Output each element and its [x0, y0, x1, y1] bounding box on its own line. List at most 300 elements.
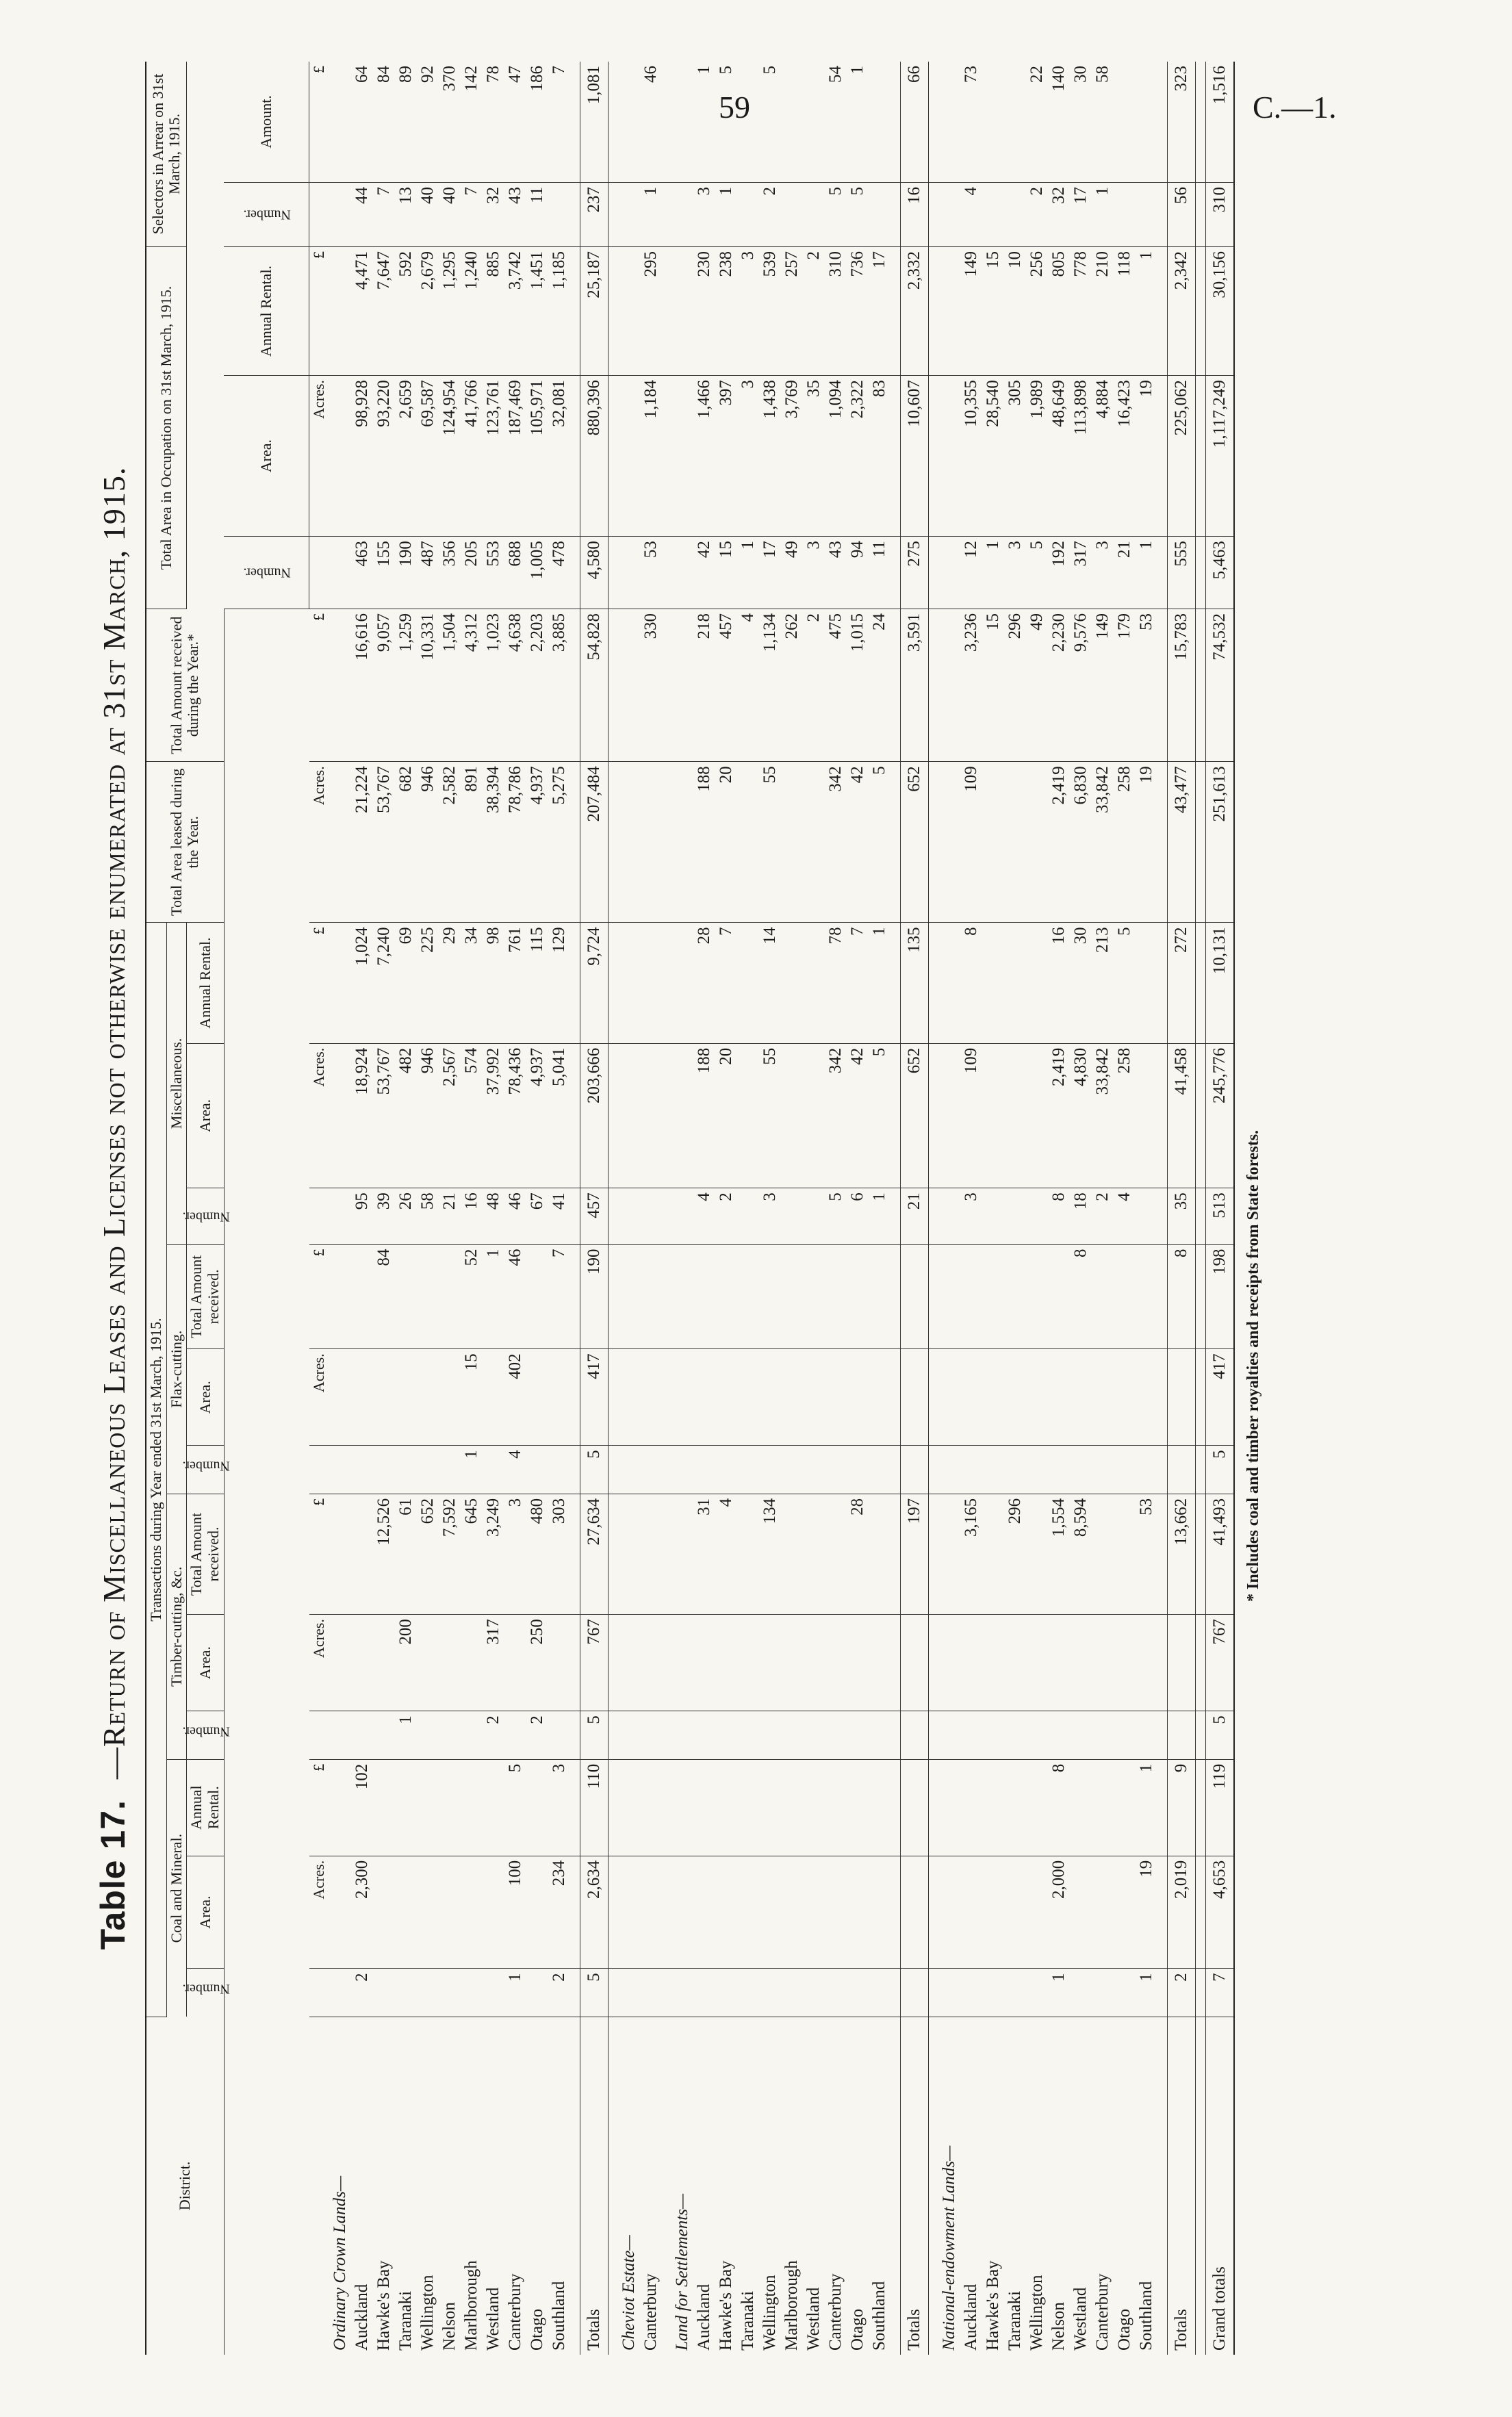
value-cell: 555 [1167, 537, 1195, 609]
value-cell: 2,322 [847, 376, 869, 537]
value-cell: 251,613 [1205, 762, 1234, 923]
value-cell: 4 [1114, 1188, 1136, 1244]
value-cell: 4,937 [526, 762, 548, 923]
value-cell: 9,576 [1070, 609, 1092, 761]
value-cell: 1,451 [526, 246, 548, 375]
value-cell: 40 [417, 182, 439, 246]
value-cell: 16,423 [1114, 376, 1136, 537]
value-cell [693, 1446, 715, 1494]
value-cell: 778 [1070, 246, 1092, 375]
district-cell: Auckland [352, 2284, 371, 2351]
value-cell [373, 1711, 395, 1760]
totals-row [900, 62, 928, 2355]
district-cell: Auckland [961, 2284, 980, 2351]
value-cell [526, 1759, 548, 1856]
value-cell [483, 1446, 504, 1494]
value-cell: 4 [960, 182, 982, 246]
value-cell [1004, 762, 1026, 923]
total-area-leased-header: Total Area leased during the Year. [146, 762, 224, 923]
value-cell: 15 [982, 246, 1004, 375]
value-cell [548, 1446, 570, 1494]
value-cell: 41,458 [1167, 1043, 1195, 1188]
value-cell: 83 [869, 376, 890, 537]
value-cell: 5 [869, 1043, 890, 1188]
value-cell: 1,185 [548, 246, 570, 375]
value-cell [1114, 62, 1136, 182]
value-cell [373, 1446, 395, 1494]
value-cell [461, 1759, 483, 1856]
value-cell: 55 [759, 762, 781, 923]
value-cell: 463 [351, 537, 373, 609]
value-cell [869, 1494, 890, 1614]
value-cell: 21 [439, 1188, 461, 1244]
value-cell: 54,828 [580, 609, 608, 761]
value-cell: 14 [759, 923, 781, 1043]
value-cell [1004, 1244, 1026, 1349]
value-cell: 188 [693, 762, 715, 923]
value-cell [869, 1856, 890, 1969]
value-cell [1167, 1711, 1195, 1760]
value-cell: 2,019 [1167, 1856, 1195, 1969]
value-cell: 203,666 [580, 1043, 608, 1188]
value-cell: 645 [461, 1494, 483, 1614]
value-cell [483, 1856, 504, 1969]
value-cell: 213 [1092, 923, 1114, 1043]
value-cell [1136, 1244, 1157, 1349]
value-cell: 250 [526, 1615, 548, 1711]
district-cell: Totals [580, 2017, 608, 2355]
value-cell [640, 1043, 662, 1188]
value-cell [737, 1446, 759, 1494]
value-cell [439, 1349, 461, 1446]
district-cell: Otago [847, 2308, 867, 2351]
value-cell: 7 [715, 923, 737, 1043]
value-cell [640, 1856, 662, 1969]
value-cell: 18,924 [351, 1043, 373, 1188]
value-cell: 118 [1114, 246, 1136, 375]
district-cell: Marlborough [782, 2260, 801, 2351]
value-cell: 149 [960, 246, 982, 375]
value-cell: 200 [395, 1615, 417, 1711]
totals-row [580, 62, 608, 2355]
value-cell: 4,884 [1092, 376, 1114, 537]
value-cell: 109 [960, 762, 982, 923]
coal-rental-header: Annual Rental. [187, 1759, 224, 1856]
value-cell: 539 [759, 246, 781, 375]
value-cell [693, 1349, 715, 1446]
value-cell [737, 62, 759, 182]
value-cell [395, 1759, 417, 1856]
value-cell [803, 1349, 825, 1446]
value-cell: 2,342 [1167, 246, 1195, 375]
value-cell [1070, 1856, 1092, 1969]
value-cell: 5 [1026, 537, 1048, 609]
value-cell [640, 1244, 662, 1349]
value-cell [693, 1969, 715, 2017]
value-cell [1070, 1711, 1092, 1760]
section-heading: Land for Settlements— [672, 2193, 691, 2351]
value-cell [1004, 1188, 1026, 1244]
value-cell: 15 [461, 1349, 483, 1446]
value-cell [1114, 182, 1136, 246]
value-cell: 3 [1092, 537, 1114, 609]
value-cell [781, 762, 803, 923]
value-cell: 197 [900, 1494, 928, 1614]
district-cell: Canterbury [505, 2273, 524, 2351]
value-cell: 3,249 [483, 1494, 504, 1614]
district-cell: Westland [1071, 2287, 1090, 2351]
value-cell [461, 1615, 483, 1711]
value-cell: 78,786 [504, 762, 526, 923]
value-cell: 1,466 [693, 376, 715, 537]
value-cell [737, 1856, 759, 1969]
value-cell: 84 [373, 1244, 395, 1349]
value-cell [781, 1969, 803, 2017]
value-cell: 1 [395, 1711, 417, 1760]
value-cell: 5 [869, 762, 890, 923]
value-cell [1026, 1759, 1048, 1856]
value-cell: 3,236 [960, 609, 982, 761]
value-cell: 457 [715, 609, 737, 761]
value-cell [1114, 1494, 1136, 1614]
value-cell: 946 [417, 762, 439, 923]
value-cell: 487 [417, 537, 439, 609]
value-cell [982, 762, 1004, 923]
value-cell [1026, 762, 1048, 923]
value-cell [1136, 1043, 1157, 1188]
value-cell: 43 [825, 537, 847, 609]
value-cell [847, 1244, 869, 1349]
timber-number-header: Number. [187, 1711, 224, 1760]
value-cell: 84 [373, 62, 395, 182]
value-cell: 230 [693, 246, 715, 375]
value-cell: 109 [960, 1043, 982, 1188]
value-cell: 323 [1167, 62, 1195, 182]
value-cell: 475 [825, 609, 847, 761]
table-row [483, 62, 504, 2355]
value-cell: 2 [803, 609, 825, 761]
timber-header: Timber-cutting, &c. [166, 1494, 187, 1759]
value-cell: 237 [580, 182, 608, 246]
value-cell: 46 [640, 62, 662, 182]
table-row [548, 62, 570, 2355]
value-cell [1114, 1759, 1136, 1856]
value-cell [759, 1969, 781, 2017]
value-cell [1004, 182, 1026, 246]
value-cell: 4 [504, 1446, 526, 1494]
value-cell [1004, 1759, 1026, 1856]
value-cell [759, 1244, 781, 1349]
value-cell [781, 1615, 803, 1711]
value-cell [960, 1711, 982, 1760]
district-cell: Auckland [694, 2284, 713, 2351]
value-cell: 55 [759, 1043, 781, 1188]
value-cell [982, 1188, 1004, 1244]
value-cell: 22 [1026, 62, 1048, 182]
value-cell [759, 1349, 781, 1446]
value-cell [351, 1446, 373, 1494]
value-cell: 48 [483, 1188, 504, 1244]
section-heading: National-endowment Lands— [939, 2145, 958, 2351]
value-cell [781, 923, 803, 1043]
spacer-row [608, 62, 618, 2355]
value-cell [548, 1615, 570, 1711]
value-cell [715, 1759, 737, 1856]
value-cell: 1 [737, 537, 759, 609]
value-cell: 4 [693, 1188, 715, 1244]
flax-amount-header: Total Amount received. [187, 1244, 224, 1349]
value-cell: 1 [1048, 1969, 1070, 2017]
value-cell: 2,567 [439, 1043, 461, 1188]
value-cell: 16,616 [351, 609, 373, 761]
value-cell [548, 1349, 570, 1446]
value-cell: 53,767 [373, 762, 395, 923]
value-cell: 7,592 [439, 1494, 461, 1614]
value-cell: 34 [461, 923, 483, 1043]
value-cell: 188 [693, 1043, 715, 1188]
value-cell [526, 1244, 548, 1349]
table-row [737, 62, 759, 2355]
value-cell: 805 [1048, 246, 1070, 375]
section-heading-row [938, 62, 960, 2355]
value-cell: 78 [483, 62, 504, 182]
value-cell [1004, 1969, 1026, 2017]
value-cell [1026, 923, 1048, 1043]
value-cell: 761 [504, 923, 526, 1043]
value-cell [737, 1349, 759, 1446]
value-cell: 74,532 [1205, 609, 1234, 761]
value-cell [395, 1349, 417, 1446]
value-cell [781, 1494, 803, 1614]
value-cell: 592 [395, 246, 417, 375]
occupation-rental-header: Annual Rental. [224, 246, 309, 375]
value-cell [640, 1349, 662, 1446]
value-cell [1114, 1969, 1136, 2017]
value-cell: 2,300 [351, 1856, 373, 1969]
value-cell [825, 1969, 847, 2017]
value-cell: 7 [847, 923, 869, 1043]
value-cell: 3,742 [504, 246, 526, 375]
value-cell: 342 [825, 762, 847, 923]
value-cell: 3,165 [960, 1494, 982, 1614]
table-row [715, 62, 737, 2355]
value-cell: 5 [580, 1969, 608, 2017]
value-cell: 67 [526, 1188, 548, 1244]
value-cell [982, 1856, 1004, 1969]
value-cell [417, 1969, 439, 2017]
value-cell [504, 1615, 526, 1711]
value-cell [781, 1043, 803, 1188]
value-cell [1092, 1615, 1114, 1711]
value-cell: 2,000 [1048, 1856, 1070, 1969]
spacer-row [1195, 62, 1205, 2355]
value-cell [781, 62, 803, 182]
value-cell: 317 [483, 1615, 504, 1711]
value-cell [1092, 1856, 1114, 1969]
value-cell: 1 [1092, 182, 1114, 246]
value-cell [781, 1446, 803, 1494]
rotated-table-area [89, 62, 1424, 2355]
value-cell [1114, 1349, 1136, 1446]
value-cell [1136, 1615, 1157, 1711]
value-cell: 3 [759, 1188, 781, 1244]
value-cell [1136, 182, 1157, 246]
value-cell: 1,134 [759, 609, 781, 761]
value-cell [825, 1244, 847, 1349]
value-cell [417, 1711, 439, 1760]
value-cell [1026, 1615, 1048, 1711]
value-cell [1026, 1856, 1048, 1969]
value-cell: 5 [580, 1711, 608, 1760]
value-cell: 7 [373, 182, 395, 246]
value-cell: 370 [439, 62, 461, 182]
value-cell: 78 [825, 923, 847, 1043]
value-cell: 2 [803, 246, 825, 375]
value-cell: 8 [1070, 1244, 1092, 1349]
value-cell [1004, 1349, 1026, 1446]
value-cell: 218 [693, 609, 715, 761]
value-cell [982, 1043, 1004, 1188]
value-cell [1070, 1615, 1092, 1711]
value-cell [439, 1446, 461, 1494]
table-title-text: —Return of Miscellaneous Leases and Licenses not otherwise enumerated at 31st March, 1915. [97, 466, 131, 1780]
value-cell: 1 [869, 923, 890, 1043]
value-cell: 155 [373, 537, 395, 609]
value-cell: 49 [1026, 609, 1048, 761]
value-cell [483, 1349, 504, 1446]
value-cell [715, 1711, 737, 1760]
value-cell: 48,649 [1048, 376, 1070, 537]
value-cell: 11 [526, 182, 548, 246]
value-cell: 402 [504, 1349, 526, 1446]
value-cell: 4,830 [1070, 1043, 1092, 1188]
value-cell [737, 1969, 759, 2017]
value-cell: 4 [737, 609, 759, 761]
value-cell: 272 [1167, 923, 1195, 1043]
value-cell: 9 [1167, 1759, 1195, 1856]
value-cell: 1,259 [395, 609, 417, 761]
value-cell: 5 [847, 182, 869, 246]
value-cell [982, 182, 1004, 246]
value-cell: 56 [1167, 182, 1195, 246]
value-cell [869, 1969, 890, 2017]
value-cell [737, 1188, 759, 1244]
value-cell: 35 [803, 376, 825, 537]
value-cell: 30,156 [1205, 246, 1234, 375]
value-cell: 21,224 [351, 762, 373, 923]
value-cell [715, 1349, 737, 1446]
value-cell [526, 1856, 548, 1969]
value-cell [737, 1244, 759, 1349]
value-cell: 15 [715, 537, 737, 609]
section-heading: Cheviot Estate— [619, 2235, 638, 2351]
table-row [960, 62, 982, 2355]
value-cell: 2,332 [900, 246, 928, 375]
district-cell: Canterbury [825, 2273, 845, 2351]
occupation-header: Total Area in Occupation on 31st March, 1915. [146, 246, 187, 609]
arrears-amount-header: Amount. [224, 62, 309, 182]
value-cell: 480 [526, 1494, 548, 1614]
value-cell: 15 [982, 609, 1004, 761]
value-cell: 5 [825, 1188, 847, 1244]
spacer-row [928, 62, 938, 2355]
district-cell: Southland [1136, 2281, 1155, 2351]
value-cell [351, 1349, 373, 1446]
table-row [395, 62, 417, 2355]
value-cell [1114, 1711, 1136, 1760]
total-amount-year-header: Total Amount received during the Year.* [146, 609, 224, 761]
value-cell: 27,634 [580, 1494, 608, 1614]
value-cell [825, 1856, 847, 1969]
value-cell: 296 [1004, 1494, 1026, 1614]
value-cell: 135 [900, 923, 928, 1043]
value-cell [715, 1615, 737, 1711]
value-cell [847, 1615, 869, 1711]
value-cell: 42 [847, 762, 869, 923]
value-cell: 42 [693, 537, 715, 609]
value-cell: 317 [1070, 537, 1092, 609]
district-cell: Totals [1167, 2017, 1195, 2355]
district-cell: Southland [549, 2281, 568, 2351]
value-cell: 43 [504, 182, 526, 246]
table-row [1070, 62, 1092, 2355]
value-cell [417, 1856, 439, 1969]
value-cell: 35 [1167, 1188, 1195, 1244]
value-cell: 53 [1136, 609, 1157, 761]
value-cell [781, 1349, 803, 1446]
value-cell: 234 [548, 1856, 570, 1969]
value-cell: 95 [351, 1188, 373, 1244]
district-cell: Nelson [1049, 2302, 1068, 2351]
value-cell: 102 [351, 1759, 373, 1856]
value-cell: 1,094 [825, 376, 847, 537]
value-cell [1167, 1446, 1195, 1494]
district-cell: Wellington [418, 2275, 437, 2351]
value-cell [737, 1494, 759, 1614]
misc-rental-header: Annual Rental. [187, 923, 224, 1043]
value-cell: 257 [781, 246, 803, 375]
page-number: 59 [719, 90, 750, 125]
value-cell: 42 [847, 1043, 869, 1188]
value-cell: 21 [900, 1188, 928, 1244]
value-cell [869, 1244, 890, 1349]
arrears-header: Selectors in Arrear on 31st March, 1915. [146, 62, 187, 246]
table-row [1136, 62, 1157, 2355]
district-cell: Grand totals [1205, 2017, 1234, 2355]
value-cell [825, 1446, 847, 1494]
value-cell: 198 [1205, 1244, 1234, 1349]
value-cell: 142 [461, 62, 483, 182]
value-cell [351, 1615, 373, 1711]
value-cell [803, 182, 825, 246]
value-cell: 1,015 [847, 609, 869, 761]
value-cell: 10,131 [1205, 923, 1234, 1043]
table-row [461, 62, 483, 2355]
district-cell: Wellington [1027, 2275, 1046, 2351]
value-cell: 1 [847, 62, 869, 182]
table-row [504, 62, 526, 2355]
value-cell: 73 [960, 62, 982, 182]
value-cell [825, 1615, 847, 1711]
value-cell: 2 [1092, 1188, 1114, 1244]
value-cell: 186 [526, 62, 548, 182]
value-cell: 4,312 [461, 609, 483, 761]
value-cell [960, 1349, 982, 1446]
spacer-row [1157, 62, 1168, 2355]
value-cell: 3 [737, 246, 759, 375]
value-cell: 3 [960, 1188, 982, 1244]
footnote: * Includes coal and timber royalties and receipts from State forests. [1244, 1129, 1262, 1602]
